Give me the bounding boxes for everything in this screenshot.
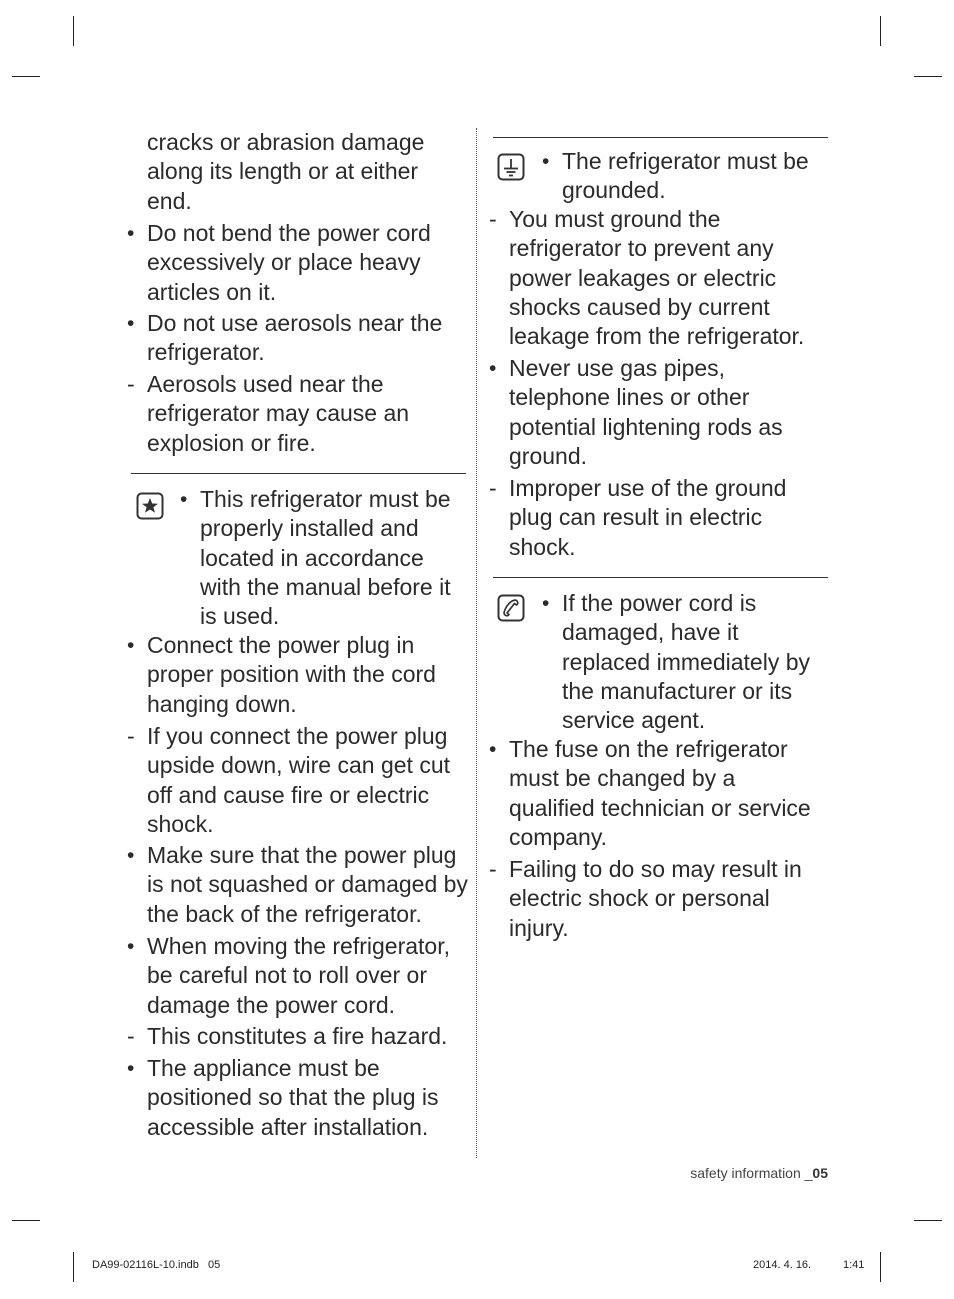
crop-mark — [12, 76, 40, 77]
bullet-aerosols: Do not use aerosols near the refrigerator. — [147, 310, 443, 366]
bullet-not-squashed: Make sure that the power plug is not squashed or damaged by the back of the refrigerator. — [147, 842, 468, 927]
bullet-symbol: • — [127, 844, 135, 867]
section-rule — [131, 473, 466, 474]
phone-icon — [497, 594, 525, 622]
bullet-symbol: • — [489, 357, 497, 380]
dash-symbol: - — [127, 1023, 135, 1049]
page-footer — [600, 1163, 828, 1183]
bullet-symbol: • — [542, 150, 550, 173]
bullet-symbol: • — [127, 312, 135, 335]
dash-symbol: - — [489, 856, 497, 882]
crop-mark — [73, 1252, 74, 1282]
crop-mark — [914, 1220, 942, 1221]
crop-mark — [73, 16, 74, 46]
star-icon — [136, 492, 164, 520]
bullet-symbol: • — [180, 488, 188, 511]
dash-fire-hazard: This constitutes a fire hazard. — [147, 1023, 448, 1049]
bullet-fuse: The fuse on the refrigerator must be changed by a qualified technician or service company. — [509, 736, 811, 850]
dash-symbol: - — [489, 475, 497, 501]
crop-mark — [12, 1220, 40, 1221]
section-rule — [493, 577, 828, 578]
page-number: 05 — [812, 1165, 828, 1181]
dash-symbol: - — [127, 371, 135, 397]
bullet-grounded: The refrigerator must be grounded. — [562, 148, 809, 204]
bullet-symbol: • — [127, 222, 135, 245]
bullet-damaged-cord: If the power cord is damaged, have it replaced immediately by the manufacturer or its service agent. — [562, 590, 811, 734]
crop-mark — [880, 1252, 881, 1282]
dash-aerosols: Aerosols used near the refrigerator may cause an explosion or fire. — [147, 371, 410, 456]
dash-ground: You must ground the refrigerator to prevent any power leakages or electric shocks caused by current leakage from the refrigerator. — [509, 206, 805, 350]
bullet-installed: This refrigerator must be properly installed and located in accordance with the manual before it is used. — [200, 486, 451, 630]
section-rule — [493, 137, 828, 138]
print-file-info: DA99-02116L-10.indb 05 — [92, 1259, 221, 1271]
bullet-symbol: • — [127, 1057, 135, 1080]
bullet-bend-cord: Do not bend the power cord excessively or place heavy articles on it. — [147, 220, 431, 305]
dash-symbol: - — [127, 723, 135, 749]
bullet-symbol: • — [489, 738, 497, 761]
column-divider — [476, 128, 477, 1158]
bullet-symbol: • — [127, 634, 135, 657]
dash-improper: Improper use of the ground plug can result in electric shock. — [509, 475, 787, 560]
bullet-plug-position: Connect the power plug in proper position with the cord hanging down. — [147, 632, 436, 717]
print-date: 2014. 4. 16. — [753, 1259, 812, 1271]
crop-mark — [914, 76, 942, 77]
crop-mark — [880, 16, 881, 46]
bullet-moving: When moving the refrigerator, be careful not to roll over or damage the power cord. — [147, 933, 450, 1018]
continuation-text: cracks or abrasion damage along its length or at either end. — [147, 129, 425, 214]
bullet-symbol: • — [127, 935, 135, 958]
ground-icon — [497, 153, 525, 181]
print-time: 1:41 — [843, 1259, 865, 1271]
bullet-accessible: The appliance must be positioned so that the plug is accessible after installation. — [147, 1055, 439, 1140]
footer-section-label: safety information _ — [690, 1165, 813, 1181]
dash-upside-down: If you connect the power plug upside down, wire can get cut off and cause fire or electric shock. — [147, 723, 451, 837]
dash-failing: Failing to do so may result in electric shock or personal injury. — [509, 856, 802, 941]
bullet-gas-pipes: Never use gas pipes, telephone lines or other potential lightening rods as ground. — [509, 355, 783, 469]
dash-symbol: - — [489, 206, 497, 232]
bullet-symbol: • — [542, 592, 550, 615]
